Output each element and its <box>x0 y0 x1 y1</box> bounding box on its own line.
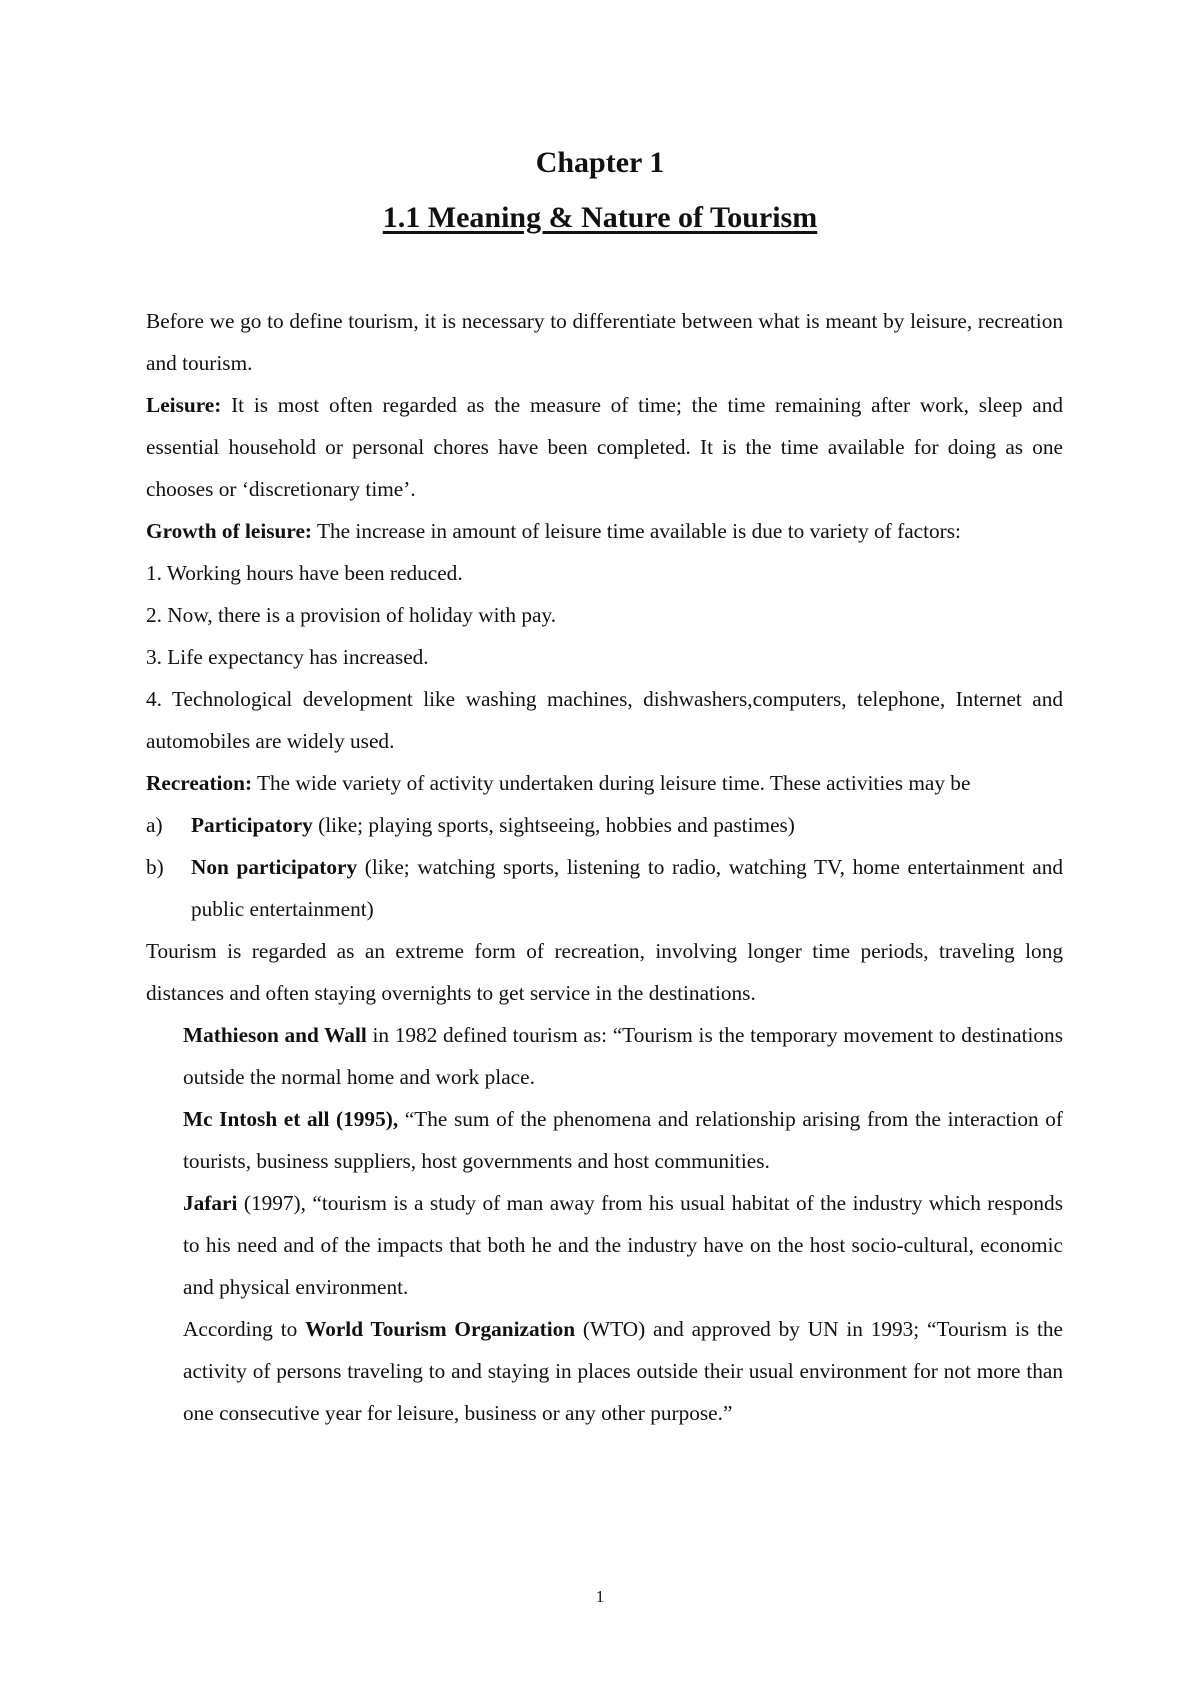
growth-text: The increase in amount of leisure time available is due to variety of factors: <box>312 519 961 543</box>
growth-item: 4. Technological development like washing machines, dishwashers,computers, telephone, Internet and automobiles are widely used. <box>146 687 1063 753</box>
recreation-paragraph <box>146 762 1063 804</box>
definition-item <box>146 1182 1063 1308</box>
section-title: 1.1 Meaning & Nature of Tourism <box>382 201 818 234</box>
recreation-item-a <box>146 804 1063 846</box>
definition-term: Jafari <box>183 1191 238 1215</box>
definition-item <box>146 1308 1063 1434</box>
definition-pre: According to <box>183 1317 306 1341</box>
definition-term: Mc Intosh et all (1995), <box>183 1107 399 1131</box>
growth-term: Growth of leisure: <box>146 519 313 543</box>
recreation-text: The wide variety of activity undertaken during leisure time. These activities may be <box>252 771 971 795</box>
definition-text: “The sum of the phenomena and relationship arising from the interaction of tourists, business suppliers, host governments and host communities. <box>183 1107 1064 1173</box>
definition-term: World Tourism Organization <box>305 1317 576 1341</box>
definition-item <box>146 1014 1063 1098</box>
participatory-text: (like; playing sports, sightseeing, hobbies and pastimes) <box>312 813 795 837</box>
leisure-paragraph <box>146 384 1063 510</box>
non-participatory-text: (like; watching sports, listening to radio, watching TV, home entertainment and public entertainment) <box>191 855 1063 921</box>
growth-paragraph <box>146 510 1063 552</box>
recreation-item-b <box>146 846 1063 930</box>
intro-paragraph: Before we go to define tourism, it is necessary to differentiate between what is meant by leisure, recreation and tourism. <box>146 309 1063 375</box>
definition-text: (WTO) and approved by UN in 1993; “Tourism is the activity of persons traveling to and staying in places outside their usual environment for not more than one consecutive year for leisure, business or any other purpose.” <box>183 1317 1063 1425</box>
tourism-paragraph: Tourism is regarded as an extreme form of recreation, involving longer time periods, traveling long distances and often staying overnights to get service in the destinations. <box>146 939 1063 1005</box>
participatory-term: Participatory <box>191 813 313 837</box>
growth-item: 1. Working hours have been reduced. <box>146 561 463 585</box>
leisure-text: It is most often regarded as the measure of time; the time remaining after work, sleep and essential household or personal chores have been completed. It is the time available for doing as one chooses or ‘discretionary time’. <box>146 393 1063 501</box>
growth-item: 3. Life expectancy has increased. <box>146 645 429 669</box>
non-participatory-term: Non participatory <box>191 855 358 879</box>
definition-item <box>146 1098 1063 1182</box>
recreation-term: Recreation: <box>146 771 253 795</box>
list-marker: b) <box>146 855 164 879</box>
growth-item: 2. Now, there is a provision of holiday with pay. <box>146 603 557 627</box>
definition-text: (1997), “tourism is a study of man away from his usual habitat of the industry which responds to his need and of the impacts that both he and the industry have on the host socio-cultural, economic and physical environment. <box>183 1191 1063 1299</box>
definition-term: Mathieson and Wall <box>183 1023 367 1047</box>
leisure-term: Leisure: <box>146 393 222 417</box>
page-number: 1 <box>595 1587 605 1606</box>
document-body <box>146 300 1063 1434</box>
definition-text: in 1982 defined tourism as: “Tourism is the temporary movement to destinations outside the normal home and work place. <box>183 1023 1063 1089</box>
chapter-heading: Chapter 1 <box>535 146 665 179</box>
list-marker: a) <box>146 813 163 837</box>
